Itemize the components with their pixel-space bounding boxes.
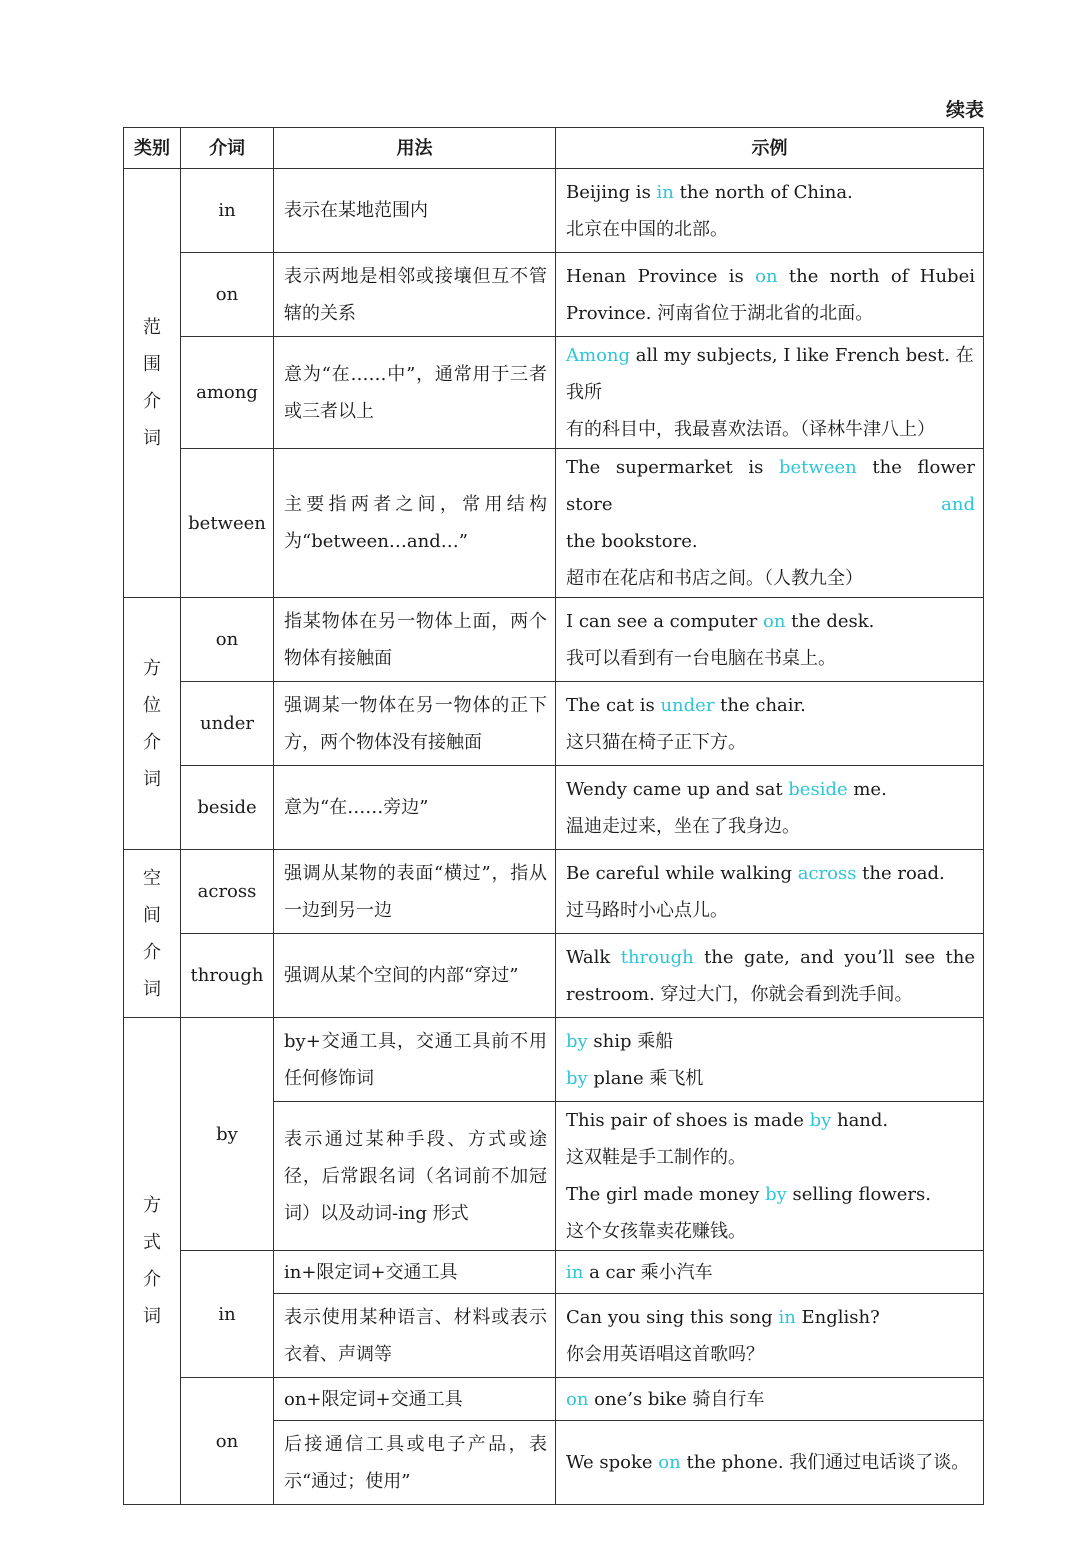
highlighted-preposition: under	[660, 694, 715, 716]
example-text: Be careful while walking	[566, 862, 798, 884]
example-text: 过马路时小心点儿。	[566, 899, 728, 921]
preposition-cell: through	[181, 934, 274, 1018]
usage-cell: 后接通信工具或电子产品，表示“通过；使用”	[274, 1421, 556, 1505]
usage-cell: 强调从某个空间的内部“穿过”	[274, 934, 556, 1018]
example-text: This pair of shoes is made	[566, 1110, 810, 1131]
example-text: the chair.	[714, 694, 806, 716]
table-row	[124, 253, 984, 337]
usage-cell: 主要指两者之间，常用结构为“between…and…”	[274, 449, 556, 598]
usage-cell: on+限定词+交通工具	[274, 1378, 556, 1421]
highlighted-preposition: Among	[566, 345, 631, 366]
example-text: The girl made money	[566, 1184, 766, 1205]
preposition-cell: across	[181, 850, 274, 934]
example-text: Henan Province is	[566, 265, 756, 287]
example-line	[566, 258, 975, 295]
example-cell	[556, 169, 984, 253]
category-char: 词	[143, 978, 161, 1000]
example-text: the phone. 我们通过电话谈了谈。	[680, 1452, 970, 1473]
category-char: 介	[143, 731, 161, 753]
table-row	[124, 337, 984, 449]
example-cell	[556, 934, 984, 1018]
example-line	[566, 939, 975, 976]
example-text: selling flowers.	[786, 1184, 931, 1205]
example-line	[566, 211, 975, 248]
usage-cell: 指某物体在另一物体上面，两个物体有接触面	[274, 598, 556, 682]
usage-cell: 表示使用某种语言、材料或表示衣着、声调等	[274, 1294, 556, 1378]
example-line	[566, 724, 975, 761]
category-char: 方	[143, 1195, 161, 1216]
example-text: 温迪走过来，坐在了我身边。	[566, 815, 800, 837]
example-text: a car 乘小汽车	[583, 1261, 713, 1283]
usage-cell: by+交通工具，交通工具前不用任何修饰词	[274, 1018, 556, 1102]
example-text: 我可以看到有一台电脑在书桌上。	[566, 647, 836, 669]
header-row	[124, 128, 984, 169]
preposition-cell: under	[181, 682, 274, 766]
example-text: the north of China.	[673, 181, 853, 203]
example-cell	[556, 1102, 984, 1251]
category-char: 词	[143, 428, 161, 449]
category-char: 方	[143, 657, 161, 679]
highlighted-preposition: in	[656, 181, 674, 203]
category-cell	[124, 1018, 181, 1505]
example-cell	[556, 1378, 984, 1421]
continued-label: 续表	[945, 99, 984, 121]
highlighted-preposition: on	[566, 1388, 589, 1410]
example-line	[566, 1381, 975, 1418]
usage-cell: 意为“在……旁边”	[274, 766, 556, 850]
category-cell	[124, 850, 181, 1018]
example-text: 这个女孩靠卖花赚钱。	[566, 1221, 746, 1242]
table-row	[124, 1251, 984, 1294]
preposition-cell: beside	[181, 766, 274, 850]
category-char: 范	[143, 317, 161, 338]
preposition-cell: between	[181, 449, 274, 598]
highlighted-preposition: by	[765, 1184, 787, 1205]
table-row	[124, 449, 984, 598]
example-text: Walk	[566, 946, 621, 968]
preposition-cell: in	[181, 169, 274, 253]
example-text: ship 乘船	[587, 1030, 674, 1052]
preposition-cell: in	[181, 1251, 274, 1378]
highlighted-preposition: across	[797, 862, 857, 884]
table-row	[124, 1378, 984, 1421]
highlighted-preposition: by	[566, 1067, 588, 1089]
example-text: Province. 河南省位于湖北省的北面。	[566, 302, 874, 324]
example-line	[566, 1213, 975, 1250]
example-text: We spoke	[566, 1452, 659, 1473]
preposition-table	[123, 127, 984, 1505]
header-category: 类别	[124, 128, 181, 169]
example-cell	[556, 1251, 984, 1294]
example-cell	[556, 850, 984, 934]
example-line	[566, 892, 975, 929]
example-line	[566, 771, 975, 808]
highlighted-preposition: between	[779, 457, 857, 478]
example-line	[566, 449, 975, 523]
example-text: one’s bike 骑自行车	[588, 1388, 765, 1410]
example-cell	[556, 1018, 984, 1102]
table-row	[124, 934, 984, 1018]
table-row	[124, 766, 984, 850]
usage-cell: 强调某一物体在另一物体的正下方，两个物体没有接触面	[274, 682, 556, 766]
category-char: 围	[143, 354, 161, 375]
example-text: the flower store	[566, 457, 975, 515]
example-cell	[556, 682, 984, 766]
usage-cell: 表示通过某种手段、方式或途径，后常跟名词（名词前不加冠词）以及动词-ing 形式	[274, 1102, 556, 1251]
example-text: Can you sing this song	[566, 1306, 779, 1328]
highlighted-preposition: beside	[788, 778, 848, 800]
preposition-cell: among	[181, 337, 274, 449]
example-cell	[556, 253, 984, 337]
category-char: 位	[143, 694, 161, 716]
preposition-cell: on	[181, 598, 274, 682]
category-cell	[124, 598, 181, 850]
example-line	[566, 1336, 975, 1373]
table-row	[124, 1018, 984, 1102]
example-line	[566, 687, 975, 724]
example-text: 北京在中国的北部。	[566, 218, 728, 240]
example-cell	[556, 1421, 984, 1505]
example-line	[566, 1023, 975, 1060]
example-line	[566, 640, 975, 677]
header-example: 示例	[556, 128, 984, 169]
example-text: 超市在花店和书店之间。（人教九全）	[566, 568, 863, 589]
category-char: 词	[143, 1306, 161, 1327]
example-text: the road.	[856, 862, 945, 884]
usage-cell: 表示两地是相邻或接壤但互不管辖的关系	[274, 253, 556, 337]
example-text: 这双鞋是手工制作的。	[566, 1147, 746, 1168]
header-preposition: 介词	[181, 128, 274, 169]
example-line	[566, 337, 975, 411]
example-text: I can see a computer	[566, 610, 763, 632]
example-line	[566, 560, 975, 597]
category-char: 式	[143, 1232, 161, 1253]
highlighted-preposition: on	[763, 610, 786, 632]
example-text: the gate, and you’ll see the	[693, 946, 975, 968]
usage-cell: in+限定词+交通工具	[274, 1251, 556, 1294]
usage-cell: 意为“在……中”，通常用于三者或三者以上	[274, 337, 556, 449]
preposition-cell: on	[181, 1378, 274, 1505]
category-cell	[124, 169, 181, 598]
example-line	[566, 603, 975, 640]
example-line	[566, 808, 975, 845]
example-cell	[556, 598, 984, 682]
table-row	[124, 850, 984, 934]
table-row	[124, 598, 984, 682]
table-row	[124, 682, 984, 766]
highlighted-preposition: in	[566, 1261, 584, 1283]
example-text: 这只猫在椅子正下方。	[566, 731, 746, 753]
example-text: the desk.	[785, 610, 875, 632]
example-cell	[556, 1294, 984, 1378]
example-line	[566, 1299, 975, 1336]
example-line	[566, 295, 975, 332]
example-text: restroom. 穿过大门，你就会看到洗手间。	[566, 983, 913, 1005]
preposition-cell: on	[181, 253, 274, 337]
example-line	[566, 1176, 975, 1213]
example-line	[566, 976, 975, 1013]
example-line	[566, 1060, 975, 1097]
example-text: the bookstore.	[566, 531, 698, 552]
highlighted-preposition: on	[755, 265, 778, 287]
example-text: all my subjects, I like French best. 在我所	[566, 345, 974, 403]
highlighted-preposition: by	[566, 1030, 588, 1052]
example-text: The cat is	[566, 694, 661, 716]
category-char: 词	[143, 768, 161, 790]
example-text: plane 乘飞机	[587, 1067, 704, 1089]
example-line	[566, 174, 975, 211]
category-char: 介	[143, 391, 161, 412]
example-cell	[556, 766, 984, 850]
example-text: hand.	[831, 1110, 889, 1131]
example-line	[566, 1254, 975, 1291]
example-text: me.	[847, 778, 887, 800]
example-line	[566, 523, 975, 560]
usage-cell: 强调从某物的表面“横过”，指从一边到另一边	[274, 850, 556, 934]
example-text: Wendy came up and sat	[566, 778, 789, 800]
highlighted-preposition: by	[809, 1110, 832, 1131]
highlighted-preposition: through	[620, 946, 694, 968]
example-text: The supermarket is	[566, 457, 779, 478]
highlighted-preposition: on	[658, 1452, 681, 1473]
example-line	[566, 1139, 975, 1176]
example-text: Beijing is	[566, 181, 657, 203]
example-cell	[556, 337, 984, 449]
highlighted-preposition: and	[941, 494, 975, 515]
category-char: 空	[143, 867, 161, 889]
category-char: 介	[143, 1269, 161, 1290]
example-line	[566, 1102, 975, 1139]
example-line	[566, 855, 975, 892]
example-text: 你会用英语唱这首歌吗？	[566, 1343, 764, 1365]
category-char: 介	[143, 941, 161, 963]
header-usage: 用法	[274, 128, 556, 169]
category-char: 间	[143, 904, 161, 926]
table-row	[124, 169, 984, 253]
preposition-cell: by	[181, 1018, 274, 1251]
usage-cell: 表示在某地范围内	[274, 169, 556, 253]
table-body	[124, 169, 984, 1505]
example-cell	[556, 449, 984, 598]
example-text: the north of Hubei	[777, 265, 975, 287]
example-line	[566, 1444, 975, 1481]
example-text: English?	[795, 1306, 880, 1328]
example-text: 有的科目中，我最喜欢法语。（译林牛津八上）	[566, 419, 935, 440]
highlighted-preposition: in	[778, 1306, 796, 1328]
example-line	[566, 411, 975, 448]
